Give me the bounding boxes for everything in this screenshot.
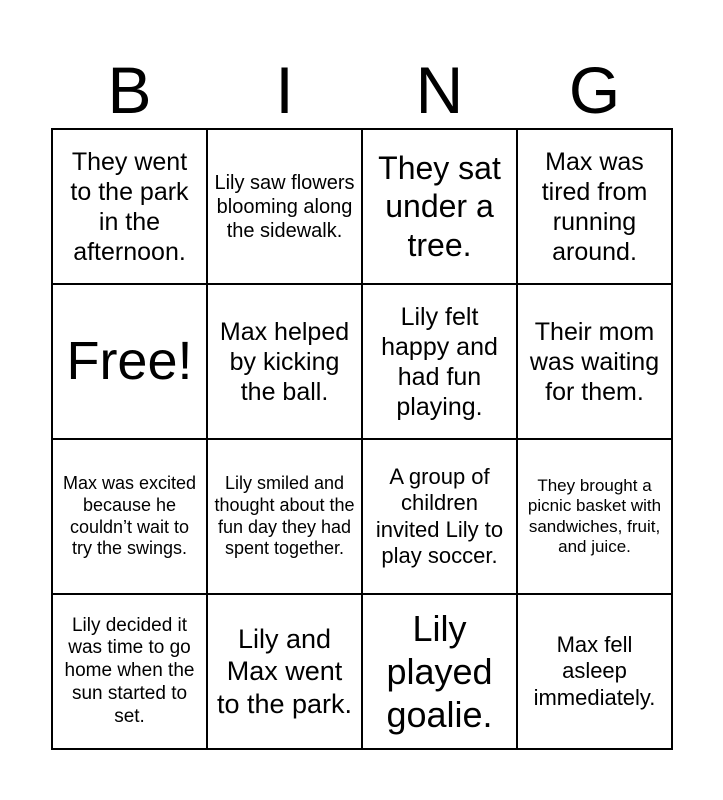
header-letter-b: B — [107, 53, 152, 127]
header-letter-n: N — [415, 53, 464, 127]
board-row-2 — [52, 284, 672, 439]
bingo-cell[interactable]: Lily and Max went to the park. — [207, 594, 362, 749]
bingo-cell[interactable]: Max fell asleep immediately. — [517, 594, 672, 749]
board-row-3 — [52, 439, 672, 594]
bingo-cell[interactable]: Their mom was waiting for them. — [517, 284, 672, 439]
bingo-cell[interactable]: Lily felt happy and had fun playing. — [362, 284, 517, 439]
bingo-cell[interactable]: Max was excited because he couldn’t wait to try the swings. — [52, 439, 207, 594]
bingo-cell[interactable]: They went to the park in the afternoon. — [52, 129, 207, 284]
free-space-cell[interactable]: Free! — [52, 284, 207, 439]
bingo-board — [51, 128, 673, 750]
bingo-cell[interactable]: Max helped by kicking the ball. — [207, 284, 362, 439]
board-row-1 — [52, 129, 672, 284]
bingo-cell[interactable]: Lily smiled and thought about the fun day they had spent together. — [207, 439, 362, 594]
bingo-header — [52, 52, 672, 128]
header-letter-i: I — [275, 53, 294, 127]
bingo-cell[interactable]: Lily saw flowers blooming along the sidewalk. — [207, 129, 362, 284]
bingo-cell[interactable]: They sat under a tree. — [362, 129, 517, 284]
bingo-cell[interactable]: Max was tired from running around. — [517, 129, 672, 284]
bingo-cell[interactable]: Lily played goalie. — [362, 594, 517, 749]
bingo-cell[interactable]: They brought a picnic basket with sandwiches, fruit, and juice. — [517, 439, 672, 594]
bingo-cell[interactable]: Lily decided it was time to go home when the sun started to set. — [52, 594, 207, 749]
header-letter-g: G — [568, 53, 621, 127]
bingo-cell[interactable]: A group of children invited Lily to play soccer. — [362, 439, 517, 594]
board-row-4 — [52, 594, 672, 749]
